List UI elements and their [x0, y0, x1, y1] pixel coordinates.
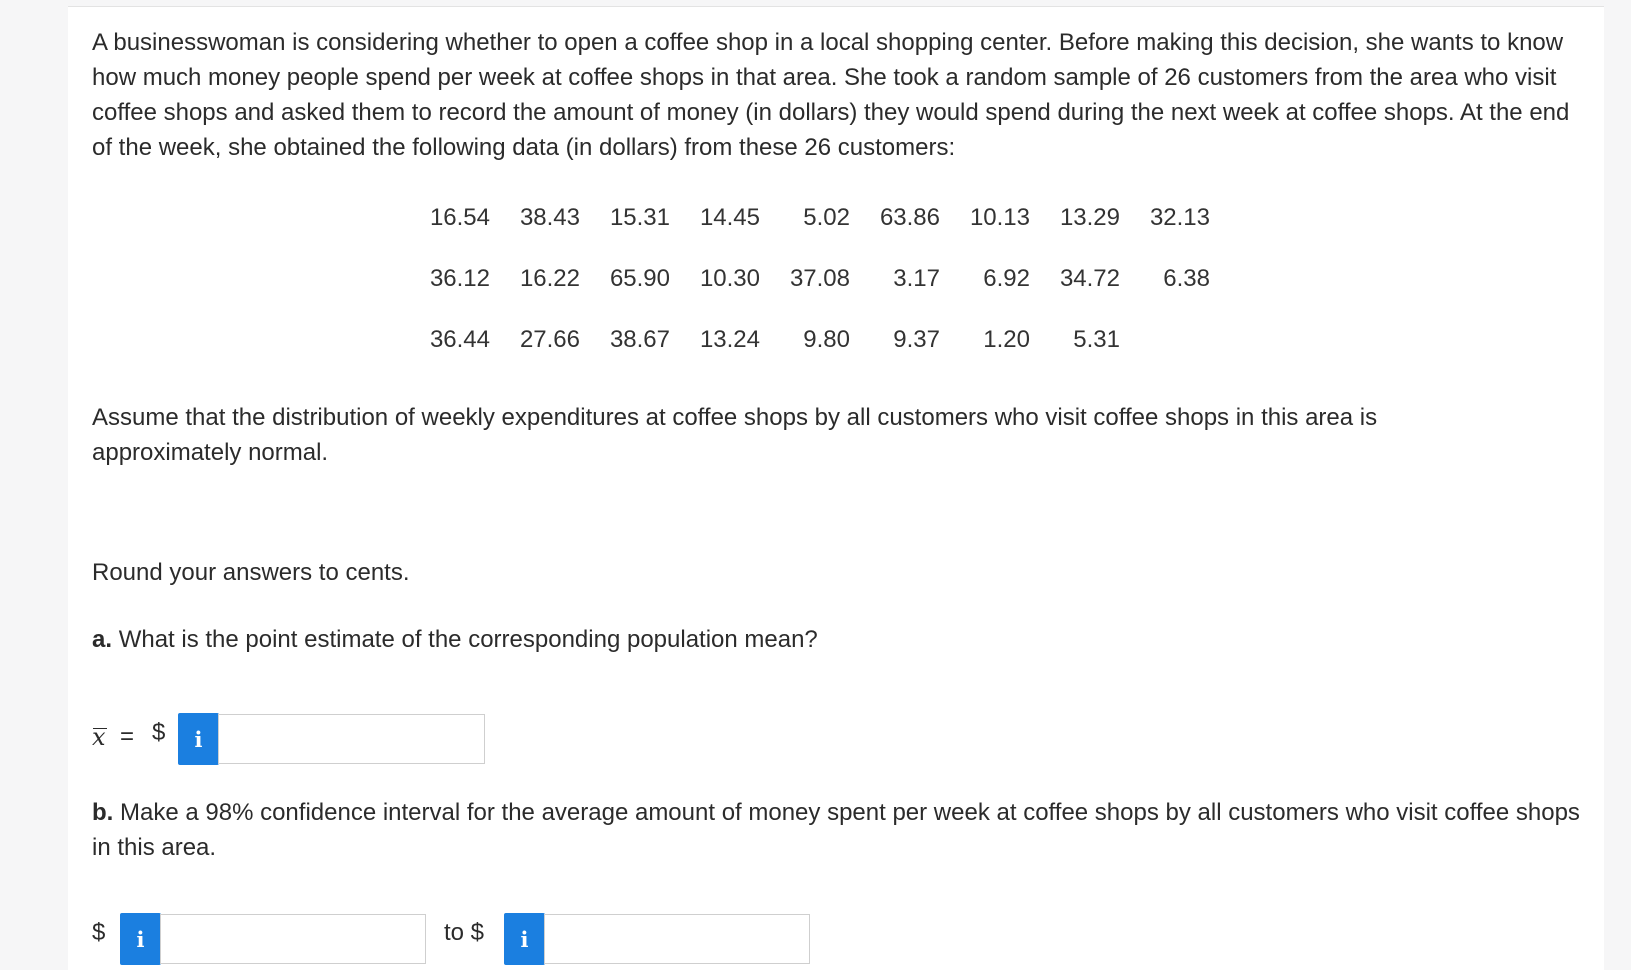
data-value: 34.72	[1059, 264, 1120, 292]
question-b	[92, 795, 1592, 865]
assumption-text: Assume that the distribution of weekly expenditures at coffee shops by all customers who visit coffee shops in this area is approximately normal.	[92, 404, 1378, 466]
info-button-lower[interactable]	[120, 913, 161, 965]
data-value: 63.86	[879, 203, 940, 231]
data-row	[428, 248, 1210, 309]
data-value: 15.31	[609, 203, 670, 231]
data-value: 13.24	[699, 325, 760, 353]
data-row	[428, 309, 1210, 370]
interval-lower-input[interactable]	[160, 914, 426, 964]
data-value: 32.13	[1149, 203, 1210, 231]
data-value: 3.17	[893, 264, 940, 292]
data-row	[428, 187, 1210, 248]
question-b-text: Make a 98% confidence interval for the average amount of money spent per week at coffee shops by all customers who visit coffee shops in this area.	[92, 799, 1580, 861]
info-icon: i	[136, 926, 145, 952]
info-button-a[interactable]	[178, 713, 219, 765]
data-value: 10.13	[969, 203, 1030, 231]
question-a-text: What is the point estimate of the corresponding population mean?	[118, 626, 818, 653]
data-value: 9.37	[893, 325, 940, 353]
data-value: 27.66	[519, 325, 580, 353]
dollar-sign-a: $	[152, 719, 166, 746]
data-value: 16.54	[429, 203, 490, 231]
data-value: 14.45	[699, 203, 760, 231]
info-icon: i	[194, 726, 203, 752]
problem-intro: A businesswoman is considering whether to open a coffee shop in a local shopping center. Before making this decision, she wants to know how much money people spend per week at coffee shops in that area. She took a random sample of 26 customers from the area who visit coffee shops and asked them to record the amount of money (in dollars) they would spend during the next week at coffee shops. At the end of the week, she obtained the following data (in dollars) from these 26 customers:	[92, 29, 1570, 161]
data-value: 16.22	[519, 264, 580, 292]
data-value: 38.67	[609, 325, 670, 353]
equals-sign: =	[120, 723, 135, 750]
data-value: 36.44	[429, 325, 490, 353]
x-bar-overline	[93, 728, 107, 729]
dollar-sign-lower: $	[92, 919, 106, 946]
question-a-letter: a.	[92, 626, 113, 653]
interval-upper-input[interactable]	[544, 914, 810, 964]
data-value: 36.12	[429, 264, 490, 292]
data-value: 6.38	[1163, 264, 1210, 292]
data-value: 1.20	[983, 325, 1030, 353]
to-dollar-label: to $	[444, 919, 485, 946]
data-value: 10.30	[699, 264, 760, 292]
question-panel	[68, 6, 1604, 970]
data-value: 38.43	[519, 203, 580, 231]
data-value: 13.29	[1059, 203, 1120, 231]
question-a	[92, 622, 1592, 657]
data-value: 5.02	[803, 203, 850, 231]
data-value: 37.08	[789, 264, 850, 292]
point-estimate-input[interactable]	[218, 714, 485, 764]
data-value: 5.31	[1073, 325, 1120, 353]
x-bar-symbol	[92, 723, 106, 751]
info-button-upper[interactable]	[504, 913, 545, 965]
question-b-letter: b.	[92, 799, 114, 826]
data-value: 6.92	[983, 264, 1030, 292]
data-table	[428, 187, 1210, 370]
data-value: 9.80	[803, 325, 850, 353]
info-icon: i	[520, 926, 529, 952]
rounding-note: Round your answers to cents.	[92, 559, 410, 586]
x-bar-letter: x	[92, 723, 106, 751]
data-value: 65.90	[609, 264, 670, 292]
